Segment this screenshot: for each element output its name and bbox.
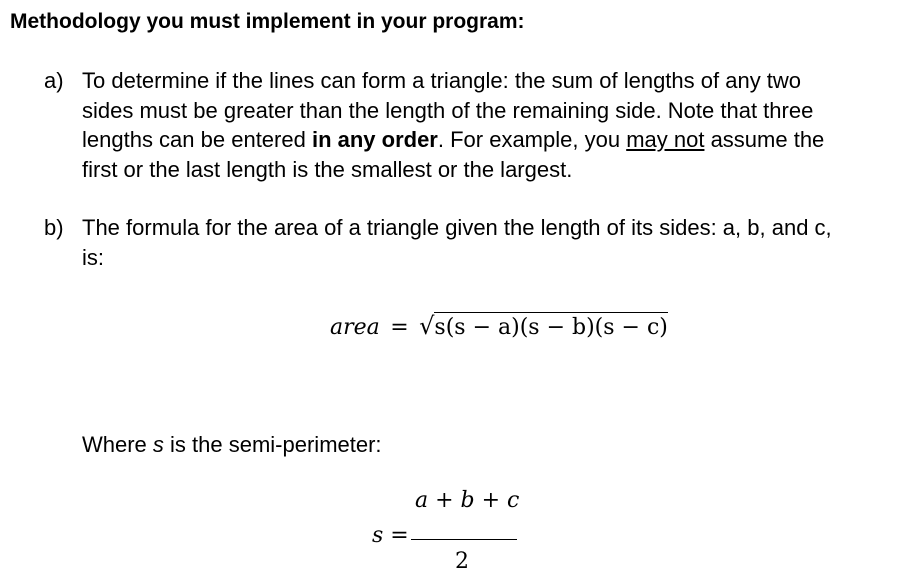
item-a-line-3 (82, 125, 824, 155)
sqrt-symbol: √ (419, 312, 435, 340)
item-a-line-2: sides must be greater than the length of the remaining side. Note that three (82, 97, 814, 123)
fraction-bar (411, 539, 517, 540)
area-formula-radicand: s(s − a)(s − b)(s − c) (434, 312, 667, 340)
caption-pre: Where (82, 432, 153, 457)
caption-post: is the semi-perimeter: (163, 432, 382, 457)
item-b-line-1: The formula for the area of a triangle given the length of its sides: a, b, and c, (82, 215, 832, 240)
section-heading: Methodology you must implement in your program: (10, 10, 525, 33)
s-formula-lhs (372, 523, 409, 548)
s-var: s (372, 523, 384, 548)
emphasis-may-not: may not (626, 127, 705, 152)
item-b-text (82, 213, 832, 272)
item-b-line-2: is: (82, 244, 104, 270)
emphasis-in-any-order: in any order (311, 127, 438, 152)
item-b-marker: b) (44, 215, 64, 240)
item-a-line-3-tail: assume the (704, 127, 825, 152)
s-formula-numerator (415, 488, 519, 513)
item-a-line-4: first or the last length is the smallest or the largest. (82, 156, 573, 182)
area-formula-equals: = (390, 315, 409, 340)
item-a-line-1: To determine if the lines can form a triangle: the sum of lengths of any two (82, 68, 802, 93)
numerator-text: a + b + c (415, 488, 520, 513)
item-a-text (82, 66, 824, 184)
s-formula-equals: = (390, 523, 409, 548)
item-a-line-3-pre: lengths can be entered (82, 127, 312, 152)
area-formula-lhs: area (330, 315, 380, 340)
item-a-line-3-mid: . For example, you (437, 127, 627, 152)
caption-var-s: s (152, 432, 164, 457)
area-formula (330, 312, 668, 340)
s-formula-denominator: 2 (455, 549, 469, 574)
semi-perimeter-caption (82, 430, 382, 460)
item-a-marker: a) (44, 68, 64, 93)
